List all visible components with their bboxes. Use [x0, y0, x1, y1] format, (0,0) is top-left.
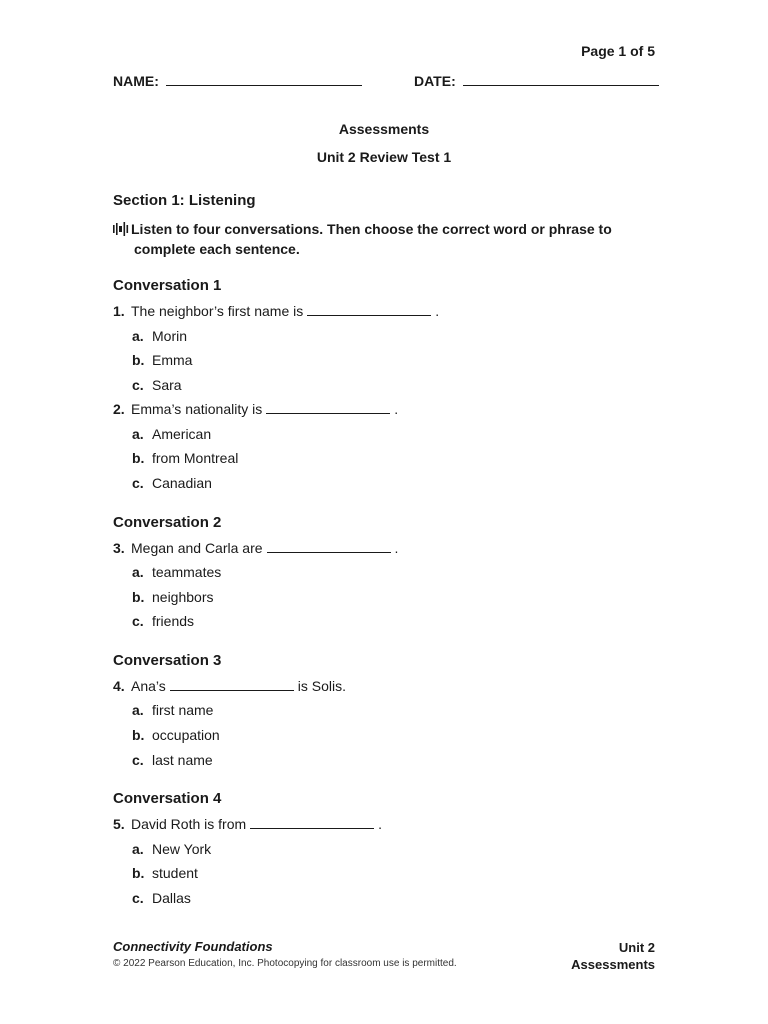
- conversation-2-title: Conversation 2: [113, 514, 222, 531]
- option-2b[interactable]: [132, 450, 238, 466]
- page-title: Assessments: [338, 121, 430, 137]
- option-4a[interactable]: [132, 702, 213, 718]
- option-text: first name: [152, 702, 214, 718]
- instruction-line-2: complete each sentence.: [134, 241, 300, 257]
- option-letter: b.: [132, 589, 145, 605]
- section-title: Section 1: Listening: [113, 192, 256, 209]
- option-1b[interactable]: [132, 352, 192, 368]
- question-text-end: .: [394, 401, 399, 417]
- question-text: Megan and Carla are: [131, 540, 263, 556]
- page-number: Page 1 of 5: [581, 43, 655, 59]
- date-field[interactable]: [463, 84, 659, 86]
- option-text: American: [152, 426, 212, 442]
- option-letter: b.: [132, 352, 145, 368]
- option-text: Sara: [152, 377, 182, 393]
- option-3c[interactable]: [132, 613, 194, 629]
- question-3: [113, 540, 398, 556]
- option-letter: a.: [132, 841, 144, 857]
- date-label: DATE:: [414, 73, 456, 89]
- question-4: [113, 678, 346, 694]
- option-letter: b.: [132, 727, 145, 743]
- page-subtitle: Unit 2 Review Test 1: [316, 149, 452, 165]
- option-letter: c.: [132, 890, 144, 906]
- option-letter: a.: [132, 328, 144, 344]
- answer-blank[interactable]: [250, 818, 374, 829]
- question-number: 3.: [113, 540, 125, 556]
- question-number: 5.: [113, 816, 125, 832]
- option-letter: b.: [132, 450, 145, 466]
- option-3a[interactable]: [132, 564, 221, 580]
- answer-blank[interactable]: [266, 403, 390, 414]
- option-4b[interactable]: [132, 727, 220, 743]
- option-text: Morin: [152, 328, 188, 344]
- conversation-4-title: Conversation 4: [113, 790, 222, 807]
- footer-unit: [571, 939, 655, 973]
- question-number: 2.: [113, 401, 125, 417]
- option-letter: a.: [132, 702, 144, 718]
- question-text: David Roth is from: [131, 816, 247, 832]
- question-number: 4.: [113, 678, 125, 694]
- question-2: [113, 401, 398, 417]
- footer-unit-label: Unit 2: [618, 940, 655, 955]
- option-text: neighbors: [152, 589, 214, 605]
- answer-blank[interactable]: [307, 305, 431, 316]
- option-text: Dallas: [152, 890, 191, 906]
- question-5: [113, 816, 382, 832]
- name-row: [113, 73, 362, 89]
- conversation-3-title: Conversation 3: [113, 652, 222, 669]
- question-1: [113, 303, 439, 319]
- name-label: NAME:: [113, 73, 159, 89]
- option-4c[interactable]: [132, 752, 213, 768]
- option-5a[interactable]: [132, 841, 211, 857]
- footer-type-label: Assessments: [571, 957, 655, 972]
- option-text: student: [152, 865, 198, 881]
- option-letter: a.: [132, 564, 144, 580]
- option-letter: c.: [132, 377, 144, 393]
- option-text: occupation: [152, 727, 220, 743]
- option-letter: a.: [132, 426, 144, 442]
- option-2c[interactable]: [132, 475, 212, 491]
- question-text-end: .: [378, 816, 383, 832]
- option-text: Canadian: [152, 475, 212, 491]
- option-letter: c.: [132, 752, 144, 768]
- footer-copyright: © 2022 Pearson Education, Inc. Photocopying for classroom use is permitted.: [113, 958, 457, 969]
- answer-blank[interactable]: [170, 680, 294, 691]
- option-text: Emma: [152, 352, 193, 368]
- option-1a[interactable]: [132, 328, 187, 344]
- question-text-end: .: [394, 540, 399, 556]
- option-1c[interactable]: [132, 377, 182, 393]
- footer-book-title: Connectivity Foundations: [113, 939, 273, 954]
- answer-blank[interactable]: [267, 542, 391, 553]
- question-text-end: .: [435, 303, 440, 319]
- question-text: Emma’s nationality is: [131, 401, 263, 417]
- question-number: 1.: [113, 303, 125, 319]
- option-letter: b.: [132, 865, 145, 881]
- audio-icon[interactable]: [113, 221, 129, 235]
- section-instruction: [113, 219, 633, 259]
- option-text: New York: [152, 841, 212, 857]
- option-text: teammates: [152, 564, 222, 580]
- date-row: [414, 73, 659, 89]
- option-5c[interactable]: [132, 890, 191, 906]
- question-text: The neighbor’s first name is: [131, 303, 304, 319]
- option-3b[interactable]: [132, 589, 214, 605]
- conversation-1-title: Conversation 1: [113, 277, 222, 294]
- question-text: Ana’s: [131, 678, 166, 694]
- instruction-line-1: Listen to four conversations. Then choose the correct word or phrase to: [131, 221, 612, 237]
- question-text-end: is Solis.: [297, 678, 347, 694]
- option-2a[interactable]: [132, 426, 211, 442]
- option-text: from Montreal: [152, 450, 239, 466]
- option-text: friends: [152, 613, 195, 629]
- option-letter: c.: [132, 475, 144, 491]
- option-5b[interactable]: [132, 865, 198, 881]
- name-field[interactable]: [166, 84, 362, 86]
- option-letter: c.: [132, 613, 144, 629]
- option-text: last name: [152, 752, 213, 768]
